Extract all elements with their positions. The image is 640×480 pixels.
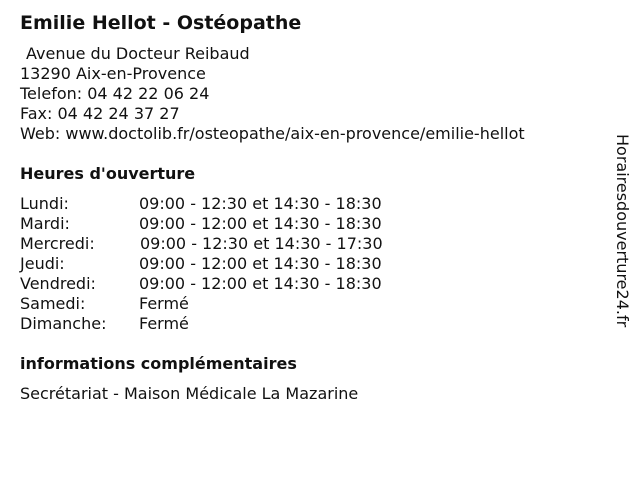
street-address: Avenue du Docteur Reibaud bbox=[26, 44, 250, 63]
day-label: Samedi: bbox=[20, 294, 86, 313]
website-url: Web: www.doctolib.fr/osteopathe/aix-en-provence/emilie-hellot bbox=[20, 124, 525, 143]
site-watermark: Horairesdouverture24.fr bbox=[613, 134, 632, 328]
time-range: 09:00 - 12:30 et 14:30 - 18:30 bbox=[139, 194, 382, 213]
time-range: 09:00 - 12:00 et 14:30 - 18:30 bbox=[139, 274, 382, 293]
additional-info-text: Secrétariat - Maison Médicale La Mazarine bbox=[20, 384, 359, 403]
city-address: 13290 Aix-en-Provence bbox=[20, 64, 206, 83]
day-label: Mardi: bbox=[20, 214, 70, 233]
time-range: 09:00 - 12:00 et 14:30 - 18:30 bbox=[139, 214, 382, 233]
business-name: Emilie Hellot - Ostéopathe bbox=[20, 12, 302, 34]
day-label: Lundi: bbox=[20, 194, 69, 213]
time-range: Fermé bbox=[139, 314, 189, 333]
time-range: Fermé bbox=[139, 294, 189, 313]
additional-info-heading: informations complémentaires bbox=[20, 354, 297, 373]
phone-number: Telefon: 04 42 22 06 24 bbox=[20, 84, 210, 103]
day-label: Jeudi: bbox=[20, 254, 65, 273]
time-range: 09:00 - 12:30 et 14:30 - 17:30 bbox=[140, 234, 383, 253]
opening-hours-heading: Heures d'ouverture bbox=[20, 164, 196, 183]
day-label: Dimanche: bbox=[20, 314, 107, 333]
day-label: Vendredi: bbox=[20, 274, 96, 293]
contact-block bbox=[20, 44, 525, 144]
time-range: 09:00 - 12:00 et 14:30 - 18:30 bbox=[139, 254, 382, 273]
day-label: Mercredi: bbox=[20, 234, 95, 253]
fax-number: Fax: 04 42 24 37 27 bbox=[20, 104, 180, 123]
